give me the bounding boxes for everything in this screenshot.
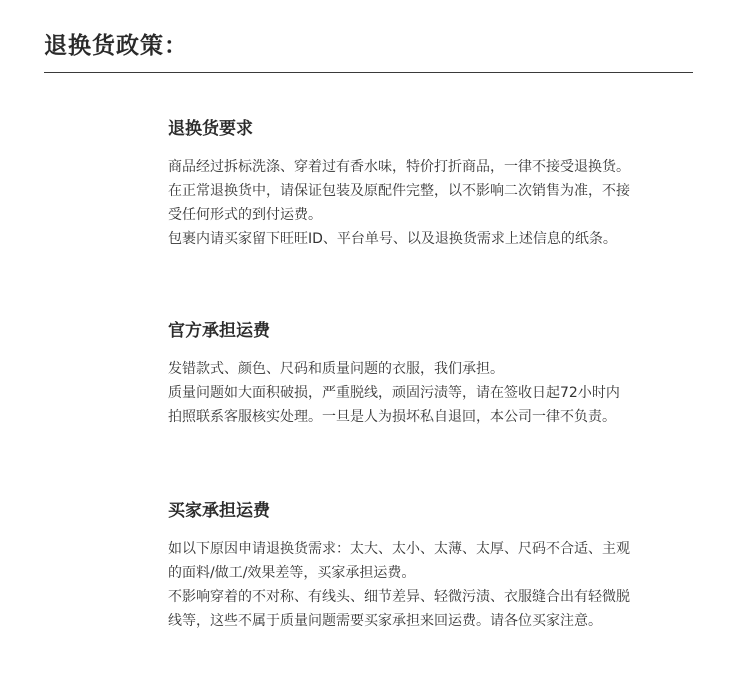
section-line: 如以下原因申请退换货需求：太大、太小、太薄、太厚、尺码不合适、主观	[168, 541, 630, 557]
section-line: 的面料/做工/效果差等，买家承担运费。	[168, 565, 416, 581]
section-line: 受任何形式的到付运费。	[168, 207, 322, 223]
section-line: 包裹内请买家留下旺旺ID、平台单号、以及退换货需求上述信息的纸条。	[168, 231, 617, 247]
section-buyer-pays-shipping	[168, 499, 698, 633]
section-line: 商品经过拆标洗涤、穿着过有香水味，特价打折商品，一律不接受退换货。	[168, 159, 630, 175]
section-line: 拍照联系客服核实处理。一旦是人为损坏私自退回，本公司一律不负责。	[168, 409, 616, 425]
section-line: 不影响穿着的不对称、有线头、细节差异、轻微污渍、衣服缝合出有轻微脱	[168, 589, 630, 605]
section-heading: 退换货要求	[168, 119, 253, 139]
section-line: 质量问题如大面积破损，严重脱线，顽固污渍等，请在签收日起72小时内	[168, 385, 620, 401]
section-line: 发错款式、颜色、尺码和质量问题的衣服，我们承担。	[168, 361, 504, 377]
page-title: 退换货政策：	[44, 33, 188, 59]
section-body	[168, 357, 698, 429]
section-body	[168, 537, 698, 633]
section-heading: 官方承担运费	[168, 321, 270, 341]
section-seller-pays-shipping	[168, 319, 698, 429]
section-heading: 买家承担运费	[168, 501, 270, 521]
section-line: 在正常退换货中，请保证包装及原配件完整，以不影响二次销售为准，不接	[168, 183, 630, 199]
section-return-requirements	[168, 117, 698, 251]
section-line: 线等，这些不属于质量问题需要买家承担来回运费。请各位买家注意。	[168, 613, 602, 629]
title-divider	[44, 72, 693, 73]
section-body	[168, 155, 698, 251]
